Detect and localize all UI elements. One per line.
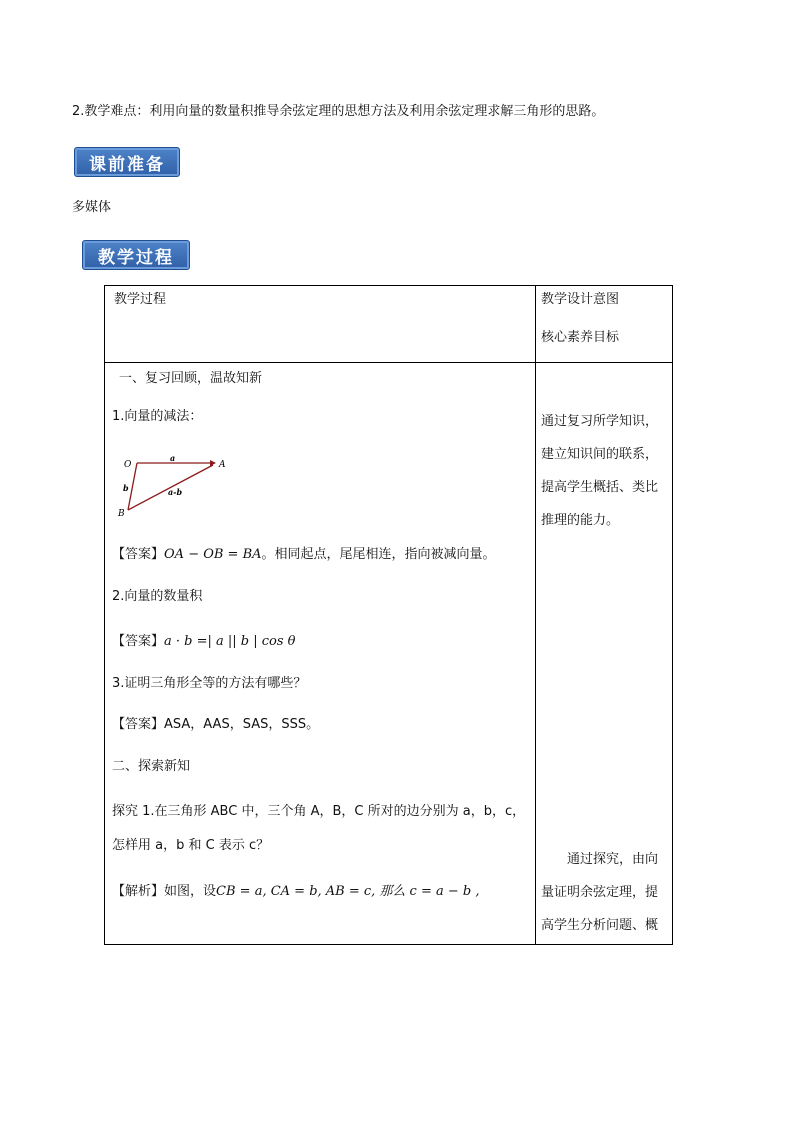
header-right-cell [536,286,673,363]
header-right-label-2: 核心素养目标 [541,330,620,345]
intent-1-line-2: 建立知识间的联系， [541,447,659,462]
answer-label: 【答案】 [112,634,165,649]
answer-label: 【答案】 [112,717,165,732]
table-content-row [105,363,673,945]
content-left-cell [105,363,536,945]
vector-triangle-diagram [115,453,225,521]
answer-3 [112,716,319,734]
header-left-label: 教学过程 [114,292,167,307]
analysis-text: 如图，设 [164,884,217,899]
label-A: A [219,460,225,470]
prep-text: 多媒体 [72,200,112,215]
question-vector-subtraction: 1.向量的减法： [112,409,203,424]
answer-1-text: 。相同起点，尾尾相连，指向被减向量。 [261,547,496,562]
label-O: O [124,460,132,470]
section-review-title: 一、复习回顾，温故知新 [119,371,263,386]
analysis-label: 【解析】 [112,884,165,899]
explore-1-line-2: 怎样用 a，b 和 C 表示 c？ [112,838,270,853]
intent-2-line-2: 量证明余弦定理，提 [541,885,659,900]
content-right-cell [536,363,673,945]
header-right-label-1: 教学设计意图 [541,292,620,307]
table-header-row [105,286,673,363]
question-dot-product: 2.向量的数量积 [112,589,203,604]
question-congruence: 3.证明三角形全等的方法有哪些？ [112,676,307,691]
answer-1-formula: OA − OB = BA [164,547,262,562]
analysis [112,883,480,901]
label-a-minus-b: a-b [168,487,183,497]
header-left-cell [105,286,536,363]
answer-3-text: ASA，AAS，SAS，SSS。 [164,717,320,732]
difficulty-text: 2.教学难点：利用向量的数量积推导余弦定理的思想方法及利用余弦定理求解三角形的思路。 [72,104,605,119]
intent-2-line-3: 高学生分析问题、概 [541,918,659,933]
intent-2-line-1: 通过探究，由向 [541,852,659,867]
banner-prep: 课前准备 [74,147,180,177]
process-table [104,285,673,945]
answer-label: 【答案】 [112,547,165,562]
label-B: B [118,509,125,519]
answer-1 [112,546,496,564]
banner-process: 教学过程 [82,240,190,270]
label-b: b [123,483,129,493]
answer-2-formula: a · b =| a || b | cos θ [164,634,296,649]
analysis-formula: CB = a, CA = b, AB = c, 那么 c = a − b , [216,884,480,899]
intent-1-line-1: 通过复习所学知识， [541,414,659,429]
intent-1-line-4: 推理的能力。 [541,513,620,528]
section-explore-title: 二、探索新知 [112,759,191,774]
intent-1-line-3: 提高学生概括、类比 [541,480,659,495]
explore-1-line-1: 探究 1.在三角形 ABC 中，三个角 A，B，C 所对的边分别为 a，b，c， [112,804,526,819]
label-a: a [170,453,176,463]
answer-2 [112,633,296,651]
